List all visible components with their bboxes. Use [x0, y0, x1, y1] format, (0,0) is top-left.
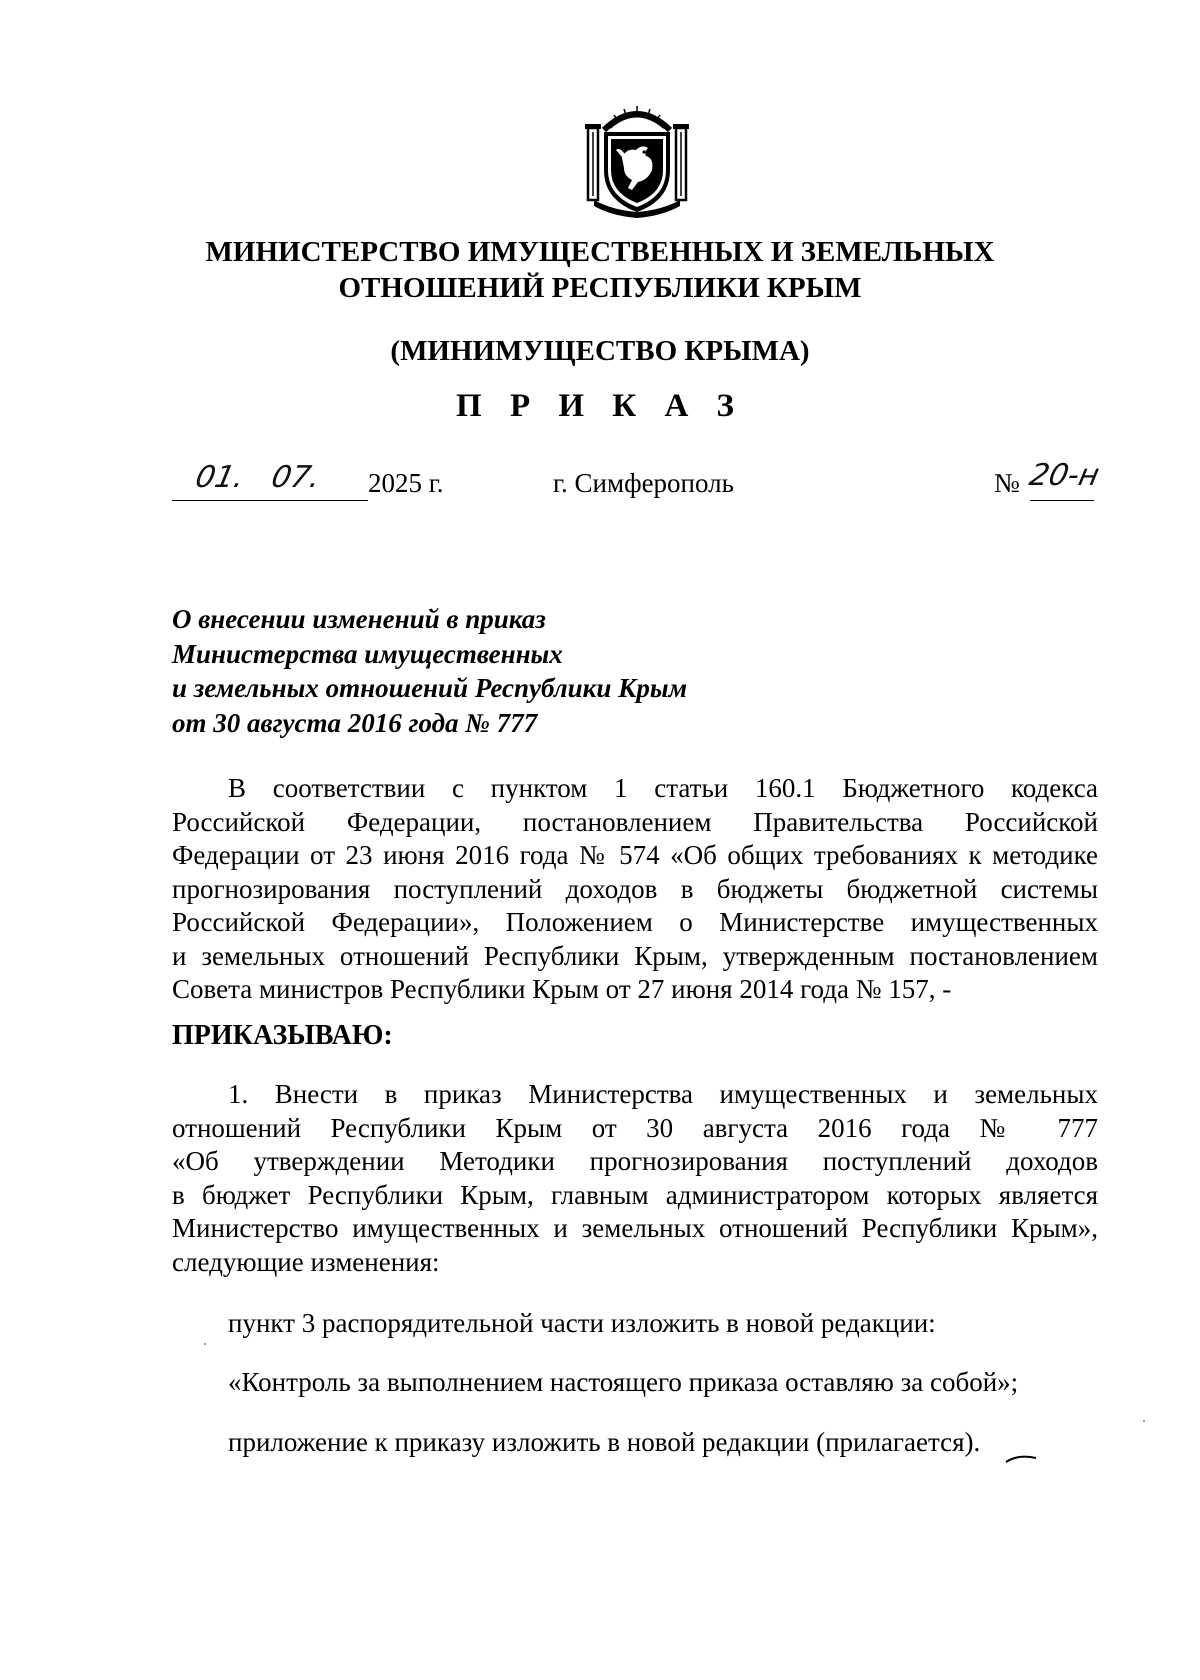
- ministry-short-name: (МИНИМУЩЕСТВО КРЫМА): [390, 335, 810, 367]
- preamble-line: Совета министров Республики Крым от 27 июня 2014 года № 157, -: [172, 974, 952, 1004]
- preamble-line: Российской Федерации», Положением о Министерстве имущественных: [172, 907, 1098, 937]
- document-title: [172, 602, 872, 740]
- item-1-line: следующие изменения:: [172, 1246, 440, 1277]
- coat-of-arms-icon: [582, 100, 692, 220]
- preamble-line: прогнозирования поступлений доходов в бюджеты бюджетной системы: [172, 873, 1098, 904]
- pen-mark-icon: [1004, 1452, 1038, 1466]
- preamble-line: Федерации от 23 июня 2016 года № 574 «Об общих требованиях к методике: [172, 840, 1098, 870]
- scan-speck: [1143, 1420, 1145, 1422]
- preamble-paragraph: [172, 772, 1098, 1007]
- item-1-line: 1. Внести в приказ Министерства имущественных и земельных: [228, 1079, 1098, 1109]
- ministry-name-line1: МИНИСТЕРСТВО ИМУЩЕСТВЕННЫХ И ЗЕМЕЛЬНЫХ: [205, 236, 995, 268]
- date-day-handwritten: 01.: [192, 460, 248, 495]
- title-line: О внесении изменений в приказ: [172, 604, 546, 634]
- change-line: приложение к приказу изложить в новой редакции (прилагается).: [228, 1427, 981, 1457]
- item-1-line: Министерство имущественных и земельных отношений Республики Крым»,: [172, 1213, 1098, 1243]
- preamble-line: и земельных отношений Республики Крым, утвержденным постановлением: [172, 940, 1098, 971]
- number-sign: №: [994, 468, 1020, 498]
- item-1-line: в бюджет Республики Крым, главным администратором которых является: [172, 1179, 1098, 1210]
- preamble-line: Российской Федерации, постановлением Правительства Российской: [172, 806, 1098, 837]
- date-month-handwritten: 07.: [268, 460, 324, 495]
- item-1-paragraph: [172, 1078, 1098, 1279]
- city-name: г. Симферополь: [553, 468, 734, 498]
- document-type: П Р И К А З: [456, 388, 744, 424]
- ministry-name-line2: ОТНОШЕНИЙ РЕСПУБЛИКИ КРЫМ: [338, 272, 862, 304]
- date-year: 2025 г.: [368, 468, 444, 498]
- title-line: от 30 августа 2016 года № 777: [172, 707, 538, 738]
- scan-speck: [204, 1343, 206, 1345]
- change-line: пункт 3 распорядительной части изложить в новой редакции:: [228, 1308, 936, 1338]
- preamble-line: В соответствии с пунктом 1 статьи 160.1 Бюджетного кодекса: [228, 773, 1098, 803]
- title-line: Министерства имущественных: [172, 638, 563, 669]
- change-line: «Контроль за выполнением настоящего приказа оставляю за собой»;: [228, 1367, 1019, 1397]
- order-word: ПРИКАЗЫВАЮ:: [172, 1020, 393, 1051]
- item-1-line: «Об утверждении Методики прогнозирования поступлений доходов: [172, 1146, 1098, 1176]
- document-number-handwritten: 20-н: [1026, 458, 1103, 493]
- item-1-line: отношений Республики Крым от 30 августа 2016 года № 777: [172, 1112, 1098, 1143]
- title-line: и земельных отношений Республики Крым: [172, 673, 688, 703]
